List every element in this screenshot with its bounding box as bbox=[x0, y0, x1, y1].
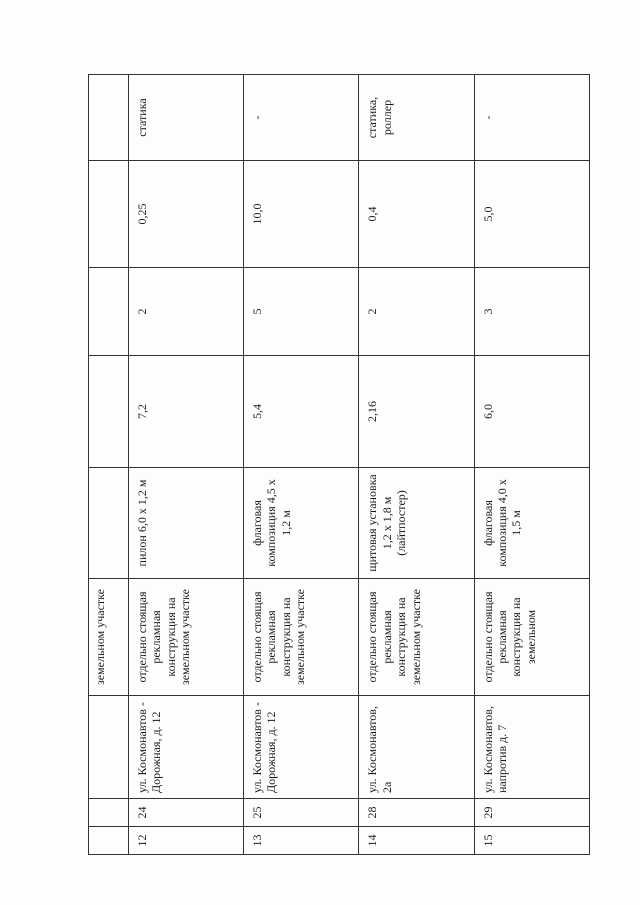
cell-type: пилон 6,0 х 1,2 м bbox=[128, 468, 243, 579]
cell-type bbox=[89, 468, 129, 579]
cell-area: 2,16 bbox=[359, 356, 474, 468]
rotated-table-container bbox=[88, 75, 590, 855]
cell-sides: 2 bbox=[128, 268, 243, 356]
cell-num: 15 bbox=[474, 827, 589, 855]
table-row bbox=[244, 75, 359, 855]
cell-address: ул. Космонавтов - Дорожная, д. 12 bbox=[128, 696, 243, 799]
cell-address bbox=[89, 696, 129, 799]
cell-area bbox=[89, 356, 129, 468]
cell-fee: 0,25 bbox=[128, 161, 243, 268]
cell-num: 13 bbox=[244, 827, 359, 855]
cell-fee: 0,4 bbox=[359, 161, 474, 268]
cell-id: 25 bbox=[244, 799, 359, 827]
cell-sides: 5 bbox=[244, 268, 359, 356]
cell-mode bbox=[89, 75, 129, 161]
cell-type: щитовая установка 1,2 х 1,8 м (лайтпостер) bbox=[359, 468, 474, 579]
cell-placement: земельном участке bbox=[89, 579, 129, 696]
cell-placement: отдельно стоящая рекламная конструкция на земельном участке bbox=[128, 579, 243, 696]
cell-fee: 5,0 bbox=[474, 161, 589, 268]
cell-placement: отдельно стоящая рекламная конструкция на земельном участке bbox=[244, 579, 359, 696]
cell-mode: статика bbox=[128, 75, 243, 161]
cell-id: 28 bbox=[359, 799, 474, 827]
table-row bbox=[359, 75, 474, 855]
cell-area: 5,4 bbox=[244, 356, 359, 468]
cell-id bbox=[89, 799, 129, 827]
advertising-structures-table bbox=[88, 74, 590, 855]
cell-num: 14 bbox=[359, 827, 474, 855]
cell-id: 29 bbox=[474, 799, 589, 827]
cell-address: ул. Космонавтов, 2а bbox=[359, 696, 474, 799]
table-row bbox=[128, 75, 243, 855]
cell-area: 7,2 bbox=[128, 356, 243, 468]
cell-mode: - bbox=[244, 75, 359, 161]
cell-type: флаговая композиция 4,5 х 1,2 м bbox=[244, 468, 359, 579]
cell-address: ул. Космонавтов - Дорожная, д. 12 bbox=[244, 696, 359, 799]
table-row bbox=[474, 75, 589, 855]
cell-id: 24 bbox=[128, 799, 243, 827]
cell-mode: статика, роллер bbox=[359, 75, 474, 161]
cell-sides bbox=[89, 268, 129, 356]
cell-num bbox=[89, 827, 129, 855]
cell-fee: 10,0 bbox=[244, 161, 359, 268]
cell-area: 6,0 bbox=[474, 356, 589, 468]
cell-sides: 2 bbox=[359, 268, 474, 356]
cell-placement: отдельно стоящая рекламная конструкция на земельном bbox=[474, 579, 589, 696]
cell-mode: - bbox=[474, 75, 589, 161]
cell-num: 12 bbox=[128, 827, 243, 855]
cell-fee bbox=[89, 161, 129, 268]
cell-type: флаговая композиция 4,0 х 1,5 м bbox=[474, 468, 589, 579]
cell-address: ул. Космонавтов, напротив д. 7 bbox=[474, 696, 589, 799]
cell-sides: 3 bbox=[474, 268, 589, 356]
cell-placement: отдельно стоящая рекламная конструкция на земельном участке bbox=[359, 579, 474, 696]
table-row-header-continuation bbox=[89, 75, 129, 855]
